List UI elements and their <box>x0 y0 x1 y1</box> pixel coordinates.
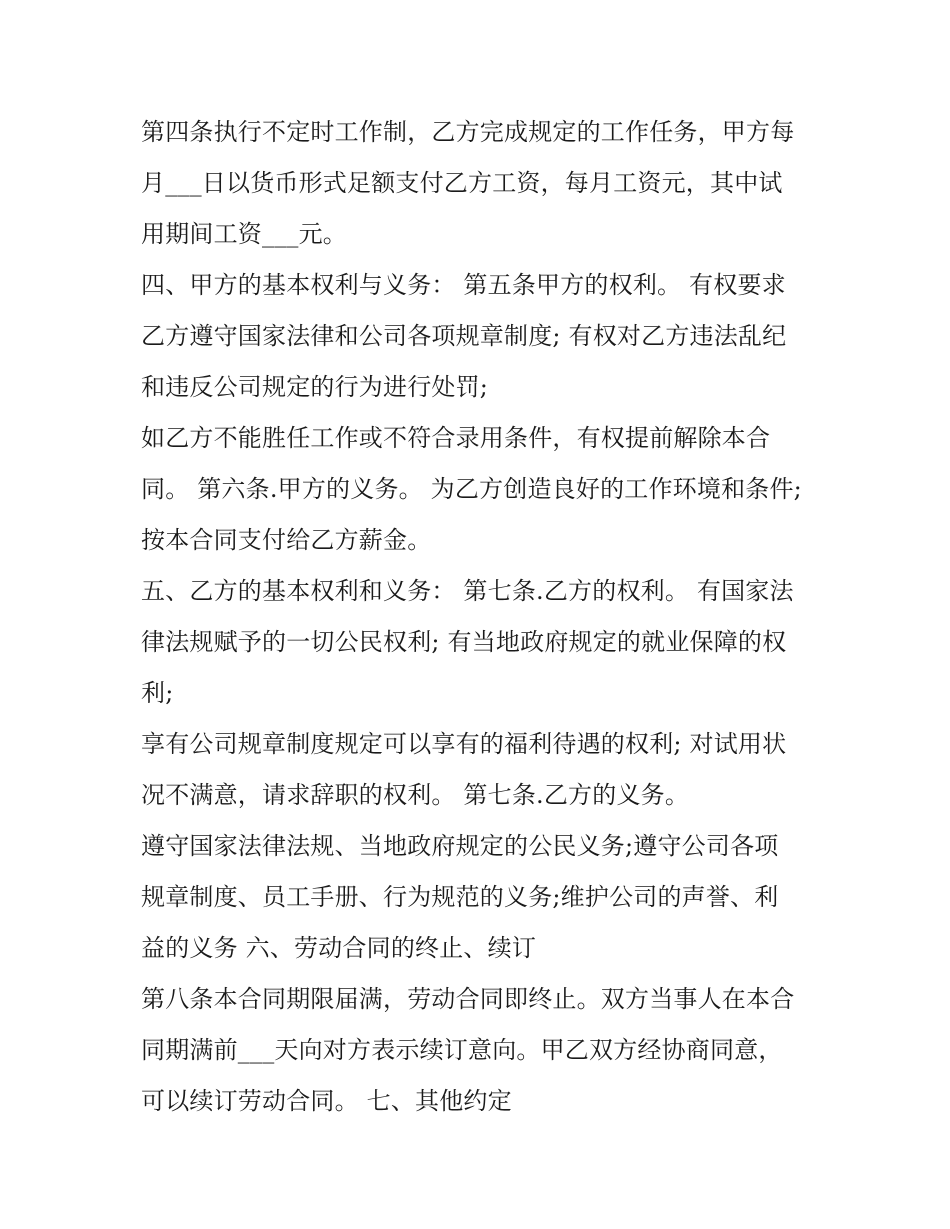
text-line: 乙方遵守国家法律和公司各项规章制度; 有权对乙方违法乱纪 <box>141 322 787 350</box>
text-line: 享有公司规章制度规定可以享有的福利待遇的权利; 对试用状 <box>141 730 787 758</box>
text-line: 利; <box>141 679 174 707</box>
document-body <box>141 107 831 1127</box>
text-line: 按本合同支付给乙方薪金。 <box>141 526 432 554</box>
text-line: 况不满意，请求辞职的权利。 第七条.乙方的义务。 <box>141 781 690 809</box>
text-line: 用期间工资___元。 <box>141 220 347 248</box>
text-line: 同期满前___天向对方表示续订意向。甲乙双方经协商同意， <box>141 1036 783 1064</box>
text-line: 月___日以货币形式足额支付乙方工资，每月工资元，其中试 <box>141 169 783 197</box>
text-line: 和违反公司规定的行为进行处罚; <box>141 373 489 401</box>
text-line: 第八条本合同期限届满，劳动合同即终止。双方当事人在本合 <box>141 985 795 1013</box>
text-line: 同。 第六条.甲方的义务。 为乙方创造良好的工作环境和条件; <box>141 475 802 503</box>
text-line: 可以续订劳动合同。 七、其他约定 <box>141 1087 512 1115</box>
text-line: 第四条执行不定时工作制，乙方完成规定的工作任务，甲方每 <box>141 118 795 146</box>
text-line: 益的义务 六、劳动合同的终止、续订 <box>141 934 537 962</box>
text-line: 四、甲方的基本权利与义务： 第五条甲方的权利。 有权要求 <box>141 271 786 299</box>
text-line: 规章制度、员工手册、行为规范的义务;维护公司的声誉、利 <box>141 883 779 911</box>
text-line: 律法规赋予的一切公民权利; 有当地政府规定的就业保障的权 <box>141 628 787 656</box>
text-line: 如乙方不能胜任工作或不符合录用条件，有权提前解除本合 <box>141 424 771 452</box>
text-line: 五、乙方的基本权利和义务： 第七条.乙方的权利。 有国家法 <box>141 577 794 605</box>
text-line: 遵守国家法律法规、当地政府规定的公民义务;遵守公司各项 <box>141 832 779 860</box>
